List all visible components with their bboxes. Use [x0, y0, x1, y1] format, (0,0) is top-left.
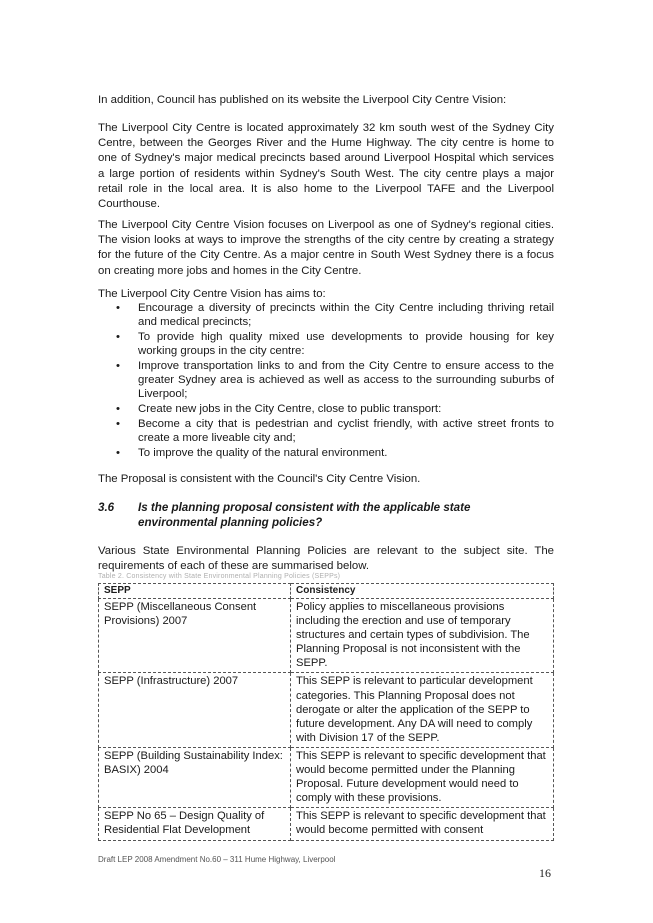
aims-list [98, 301, 554, 461]
table-row [99, 673, 554, 747]
column-header-sepp: SEPP [99, 584, 291, 599]
sepp-intro-paragraph: Various State Environmental Planning Policies are relevant to the subject site. The requirements of each of these are summarised below. [98, 545, 554, 573]
table-caption: Table 2. Consistency with State Environmental Planning Policies (SEPPs) [98, 573, 341, 580]
consistency-cell: This SEPP is relevant to particular development categories. This Planning Proposal does not derogate or alter the application of the SEPP to future development. Any DA will need to comply with Division 17 of the SEPP. [291, 673, 554, 747]
list-item: • Create new jobs in the City Centre, close to public transport: [98, 402, 554, 416]
location-paragraph: The Liverpool City Centre is located approximately 32 km south west of the Sydney City Centre, between the Georges River and the Hume Highway. The city centre is home to one of Sydney's major medical precincts based around Liverpool Hospital which services a large portion of residents within Sydney's South West. The city centre plays a major retail role in the local area. It is also home to the Liverpool TAFE and the Liverpool Courthouse. [98, 122, 554, 211]
section-title: Is the planning proposal consistent with the applicable state environmental planning policies? [138, 501, 471, 529]
table-header-row [99, 584, 554, 599]
list-item: • To provide high quality mixed use developments to provide housing for key working groups in the city centre: [98, 330, 554, 358]
intro-paragraph: In addition, Council has published on its website the Liverpool City Centre Vision: [98, 94, 507, 106]
table-row [99, 747, 554, 807]
table-row [99, 808, 554, 840]
sepp-cell: SEPP (Miscellaneous Consent Provisions) 2007 [99, 599, 291, 673]
sepp-cell: SEPP (Infrastructure) 2007 [99, 673, 291, 747]
list-item: • Encourage a diversity of precincts within the City Centre including thriving retail and medical precincts; [98, 301, 554, 329]
list-item: • Improve transportation links to and from the City Centre to ensure access to the greater Sydney area is achieved as well as access to the surrounding suburbs of Liverpool; [98, 359, 554, 401]
table-row [99, 599, 554, 673]
consistency-cell: This SEPP is relevant to specific development that would become permitted with consent [291, 808, 554, 840]
sepp-cell: SEPP (Building Sustainability Index: BASIX) 2004 [99, 747, 291, 807]
page-number: 16 [539, 866, 551, 880]
consistency-cell: This SEPP is relevant to specific development that would become permitted under the Planning Proposal. Future development would need to comply with these provisions. [291, 747, 554, 807]
consistency-paragraph: The Proposal is consistent with the Council's City Centre Vision. [98, 473, 421, 485]
vision-paragraph: The Liverpool City Centre Vision focuses on Liverpool as one of Sydney's regional cities. The vision looks at ways to improve the strengths of the city centre by creating a strategy for the future of the City Centre. As a major centre in South West Sydney there is a focus on creating more jobs and homes in the City Centre. [98, 219, 554, 277]
list-item: • To improve the quality of the natural environment. [98, 446, 554, 460]
sepp-table [98, 583, 554, 841]
sepp-cell: SEPP No 65 – Design Quality of Residential Flat Development [99, 808, 291, 840]
page-footer: Draft LEP 2008 Amendment No.60 – 311 Hume Highway, Liverpool [98, 855, 336, 864]
section-number: 3.6 [98, 501, 115, 514]
list-item: • Become a city that is pedestrian and cyclist friendly, with active street fronts to create a more liveable city and; [98, 417, 554, 445]
column-header-consistency: Consistency [291, 584, 554, 599]
consistency-cell: Policy applies to miscellaneous provisions including the erection and use of temporary structures and certain types of subdivision. The Planning Proposal is not inconsistent with the SEPP. [291, 599, 554, 673]
aims-intro-paragraph: The Liverpool City Centre Vision has aims to: [98, 288, 326, 300]
